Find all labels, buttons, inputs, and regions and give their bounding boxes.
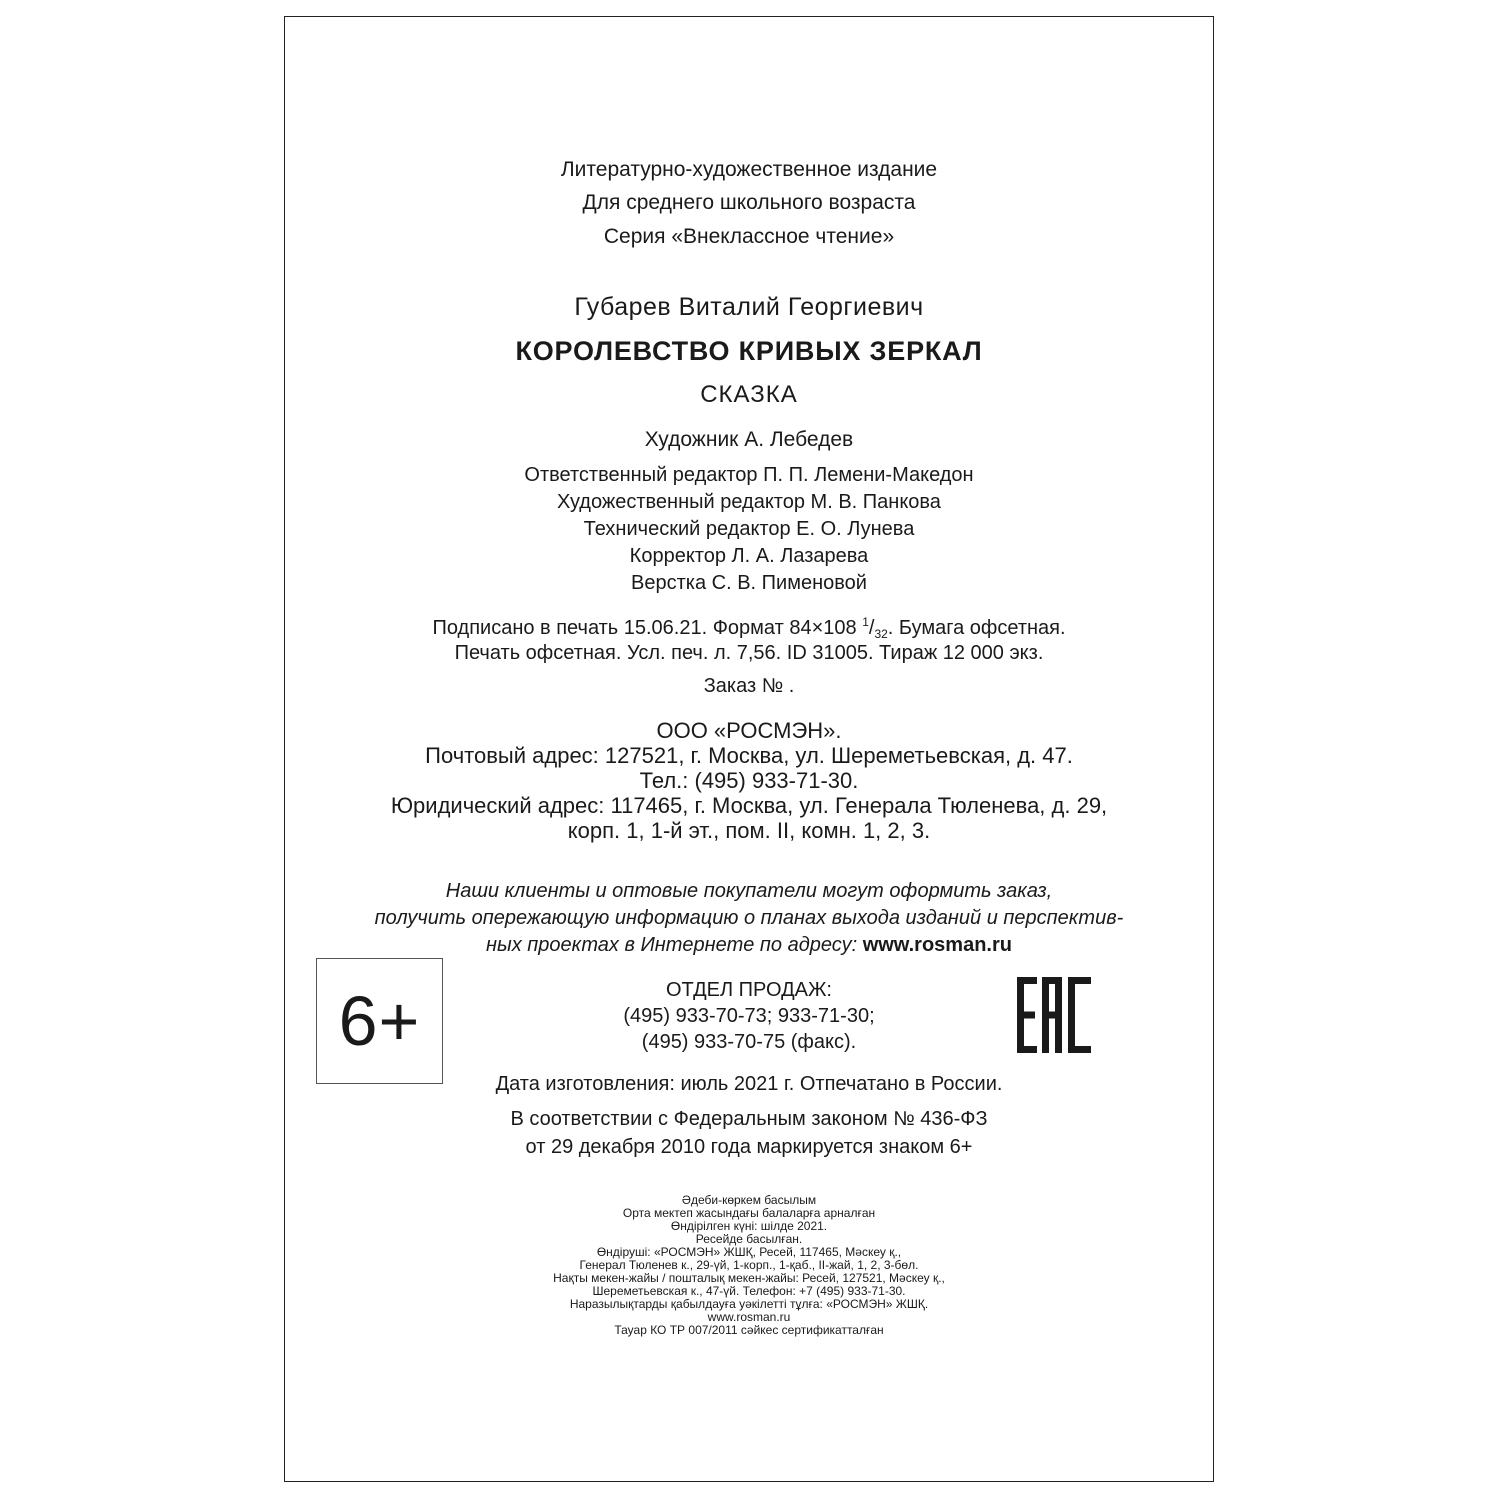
format-fraction-numerator: 1 — [862, 615, 869, 629]
imprint-page — [284, 16, 1214, 1482]
format-fraction-slash: / — [868, 617, 875, 639]
order-number: Заказ № . — [703, 675, 795, 697]
law-line-2: от 29 декабря 2010 года маркируется знаком 6+ — [525, 1136, 973, 1158]
kazakh-line: Ресейде басылған. — [695, 1232, 803, 1246]
publisher-phone: Тел.: (495) 933-71-30. — [639, 768, 859, 793]
kazakh-line: Шереметьевская к., 47-үй. Телефон: +7 (495) 933-71-30. — [592, 1284, 906, 1298]
kazakh-line: Өндірілген күні: шілде 2021. — [670, 1219, 828, 1233]
kazakh-line: Генерал Тюленев к., 29-үй, 1-корп., 1-қаб., II-жай, 1, 2, 3-бөл. — [579, 1258, 919, 1272]
production-info: Дата изготовления: июль 2021 г. Отпечатано в России. — [495, 1073, 1003, 1095]
format-fraction-denominator: 32 — [874, 627, 888, 641]
postal-address: Почтовый адрес: 127521, г. Москва, ул. Шереметьевская, д. 47. — [425, 743, 1073, 768]
illustrator: Художник А. Лебедев — [644, 428, 854, 451]
tech-editor: Технический редактор Е. О. Лунева — [583, 518, 915, 540]
audience: Для среднего школьного возраста — [582, 191, 916, 214]
clients-line-2: получить опережающую информацию о планах выхода изданий и перспектив- — [374, 907, 1124, 929]
book-title: КОРОЛЕВСТВО КРИВЫХ ЗЕРКАЛ — [515, 336, 983, 366]
book-genre: СКАЗКА — [700, 381, 798, 408]
clients-line-3 — [285, 934, 1213, 957]
law-line-1: В соответствии с Федеральным законом № 436-ФЗ — [510, 1108, 988, 1130]
legal-address-2: корп. 1, 1-й эт., пом. II, комн. 1, 2, 3. — [567, 818, 931, 843]
publisher-name: ООО «РОСМЭН». — [656, 718, 842, 743]
kazakh-line: Өндіруші: «РОСМЭН» ЖШҚ, Ресей, 117465, Мәскеу қ., — [596, 1245, 902, 1259]
editor: Ответственный редактор П. П. Лемени-Македон — [524, 464, 974, 486]
edition-type: Литературно-художественное издание — [560, 158, 938, 181]
series: Серия «Внеклассное чтение» — [603, 225, 895, 248]
sales-phone-1: (495) 933-70-73; 933-71-30; — [623, 1005, 875, 1027]
kazakh-line: Наразылықтарды қабылдауға уәкілетті тұлға: «РОСМЭН» ЖШҚ. — [569, 1297, 929, 1311]
website-link[interactable]: www.rosman.ru — [862, 934, 1012, 956]
print-run-line: Печать офсетная. Усл. печ. л. 7,56. ID 31005. Тираж 12 000 экз. — [454, 642, 1044, 664]
legal-address-1: Юридический адрес: 117465, г. Москва, ул. Генерала Тюленева, д. 29, — [390, 793, 1108, 818]
kazakh-line: Тауар КО ТР 007/2011 сәйкес сертификатталған — [614, 1323, 884, 1337]
sales-title: ОТДЕЛ ПРОДАЖ: — [666, 979, 832, 1001]
clients-line-3-text: ных проектах в Интернете по адресу: — [486, 934, 863, 956]
age-rating-badge: 6+ — [316, 958, 443, 1084]
book-author: Губарев Виталий Георгиевич — [574, 293, 924, 321]
clients-line-1: Наши клиенты и оптовые покупатели могут оформить заказ, — [445, 880, 1053, 902]
kazakh-line: Нақты мекен-жайы / пошталық мекен-жайы: Ресей, 127521, Мәскеу қ., — [553, 1271, 945, 1285]
eac-logo — [1015, 975, 1095, 1055]
proofreader: Корректор Л. А. Лазарева — [629, 545, 869, 567]
sales-phone-2: (495) 933-70-75 (факс). — [641, 1031, 857, 1053]
layout-credit: Верстка С. В. Пименовой — [631, 572, 867, 594]
kazakh-website: www.rosman.ru — [707, 1310, 791, 1324]
print-signed-line — [285, 615, 1213, 641]
kazakh-line: Әдеби-көркем басылым — [681, 1193, 817, 1207]
paper-type: . Бумага офсетная. — [887, 617, 1066, 639]
kazakh-line: Орта мектеп жасындағы балаларға арналған — [622, 1206, 876, 1220]
art-editor: Художественный редактор М. В. Панкова — [557, 491, 941, 513]
print-signed-text: Подписано в печать 15.06.21. Формат 84×108 — [432, 617, 863, 639]
